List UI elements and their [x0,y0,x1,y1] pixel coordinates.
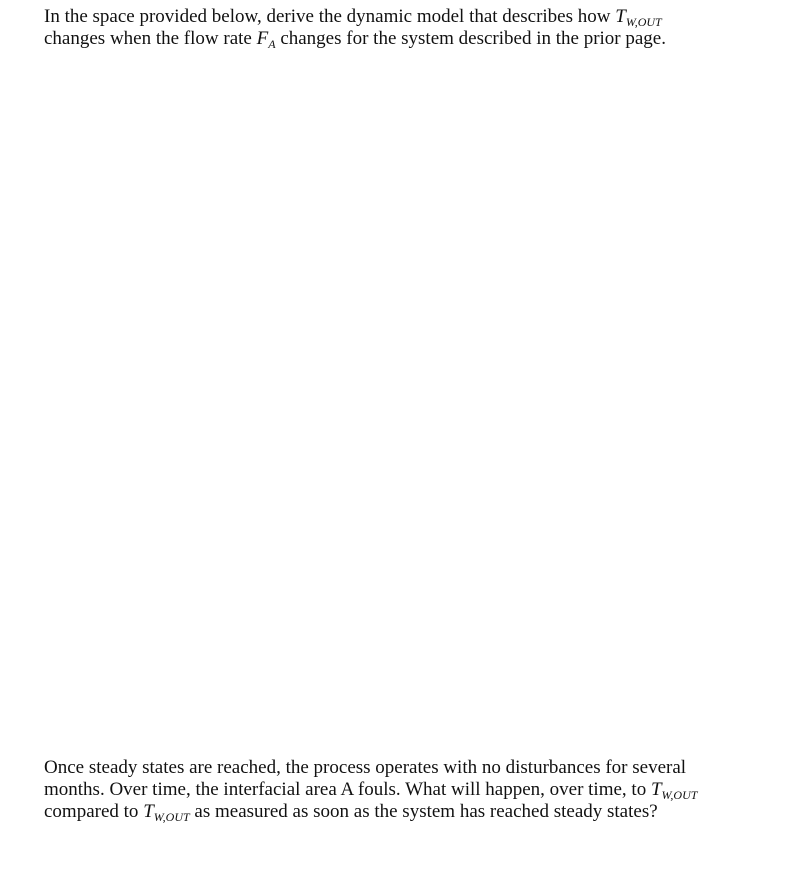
var-t-w-out [143,801,189,822]
question1-line2-text-a: changes when the flow rate [44,28,257,49]
question-fouling [44,757,764,823]
answer-space[interactable] [44,52,764,752]
question-dynamic-model [44,6,764,50]
var-symbol: T [143,801,154,822]
question2-line3-text-a: compared to [44,801,144,822]
var-t-w-out [651,779,697,800]
question1-line2 [44,28,764,50]
question1-line2-text-b: changes for the system described in the prior page. [275,28,666,49]
var-subscript: W,OUT [625,15,662,29]
var-subscript: W,OUT [661,788,698,802]
question1-line1-text: In the space provided below, derive the dynamic model that describes how [44,6,616,27]
question1-line1 [44,6,764,28]
var-symbol: T [650,779,662,800]
var-symbol: F [256,28,269,49]
question2-line2 [44,779,764,801]
question2-line1: Once steady states are reached, the process operates with no disturbances for several [44,757,687,778]
question2-line2-text: months. Over time, the interfacial area A fouls. What will happen, over time, to [44,779,651,800]
var-f-a [257,28,276,49]
var-symbol: T [615,6,626,27]
var-subscript: W,OUT [153,810,190,824]
question2-line3 [44,801,764,823]
var-subscript: A [268,37,276,51]
question2-line3-text-b: as measured as soon as the system has reached steady states? [189,801,658,822]
var-t-w-out [615,6,661,27]
